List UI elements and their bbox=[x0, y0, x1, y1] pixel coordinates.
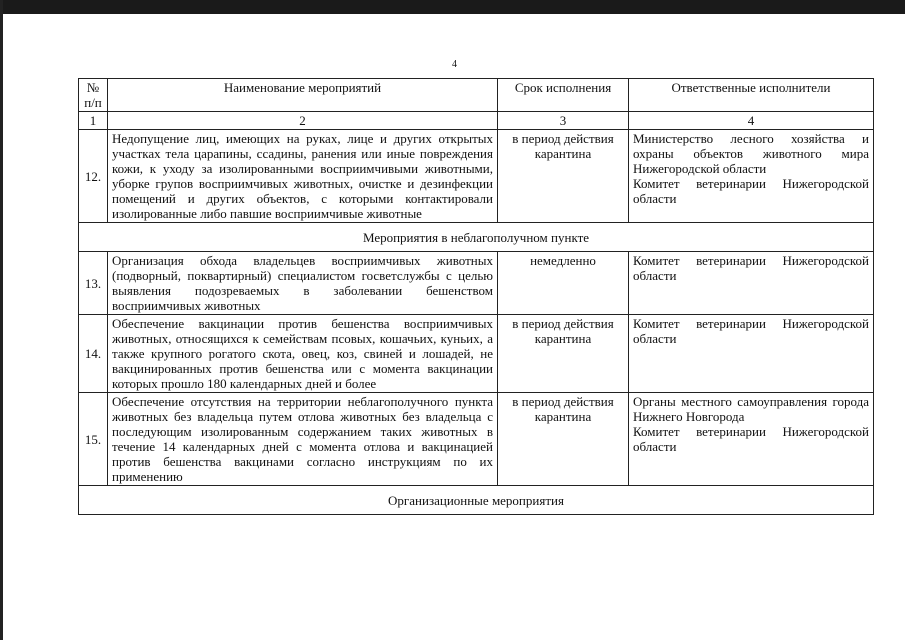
column-index-row bbox=[79, 112, 874, 130]
table-row bbox=[79, 252, 874, 315]
measure-term: немедленно bbox=[498, 252, 629, 315]
measure-term: в период действия карантина bbox=[498, 315, 629, 393]
measure-responsible bbox=[629, 252, 874, 315]
header-term: Срок исполнения bbox=[498, 79, 629, 112]
measure-name: Обеспечение отсутствия на территории неблагополучного пункта животных без владельца путем отлова животных без владельца с последующим изолированным содержанием таких животных в течение 14 календарных дней с момента отлова и вакцинацией против бешенства вакцинами согласно инструкциям по их применению bbox=[108, 393, 498, 486]
measure-name: Организация обхода владельцев восприимчивых животных (подворный, поквартирный) специалистом госветслужбы с целью выявления подозреваемых в заболевании бешенством восприимчивых животных bbox=[108, 252, 498, 315]
header-row bbox=[79, 79, 874, 112]
measures-table bbox=[78, 78, 874, 515]
measure-responsible bbox=[629, 130, 874, 223]
row-number: 14. bbox=[79, 315, 108, 393]
section-row bbox=[79, 223, 874, 252]
measure-responsible bbox=[629, 315, 874, 393]
page-number: 4 bbox=[452, 59, 457, 70]
column-index: 2 bbox=[108, 112, 498, 130]
row-number: 13. bbox=[79, 252, 108, 315]
table-row bbox=[79, 130, 874, 223]
measure-responsible bbox=[629, 393, 874, 486]
scan-top-border bbox=[0, 0, 905, 14]
header-name: Наименование мероприятий bbox=[108, 79, 498, 112]
column-index: 1 bbox=[79, 112, 108, 130]
responsible-entry: Комитет ветеринарии Нижегородской области bbox=[633, 424, 869, 454]
measure-name: Обеспечение вакцинации против бешенства восприимчивых животных, относящихся к семействам псовых, кошачьих, куньих, а также крупного рогатого скота, овец, коз, свиней и лошадей, не вакцинированных против бешенства или с момента вакцинации которых прошло 180 календарных дней и более bbox=[108, 315, 498, 393]
scan-left-border bbox=[0, 0, 3, 640]
header-resp: Ответственные исполнители bbox=[629, 79, 874, 112]
header-num: № п/п bbox=[79, 79, 108, 112]
responsible-entry: Министерство лесного хозяйства и охраны объектов животного мира Нижегородской области bbox=[633, 131, 869, 176]
responsible-entry: Комитет ветеринарии Нижегородской области bbox=[633, 316, 869, 346]
table-row bbox=[79, 393, 874, 486]
section-title: Организационные мероприятия bbox=[79, 486, 874, 515]
measure-term: в период действия карантина bbox=[498, 130, 629, 223]
section-title: Мероприятия в неблагополучном пункте bbox=[79, 223, 874, 252]
responsible-entry: Органы местного самоуправления города Нижнего Новгорода bbox=[633, 394, 869, 424]
row-number: 12. bbox=[79, 130, 108, 223]
section-row bbox=[79, 486, 874, 515]
responsible-entry: Комитет ветеринарии Нижегородской области bbox=[633, 176, 869, 206]
measure-term: в период действия карантина bbox=[498, 393, 629, 486]
column-index: 4 bbox=[629, 112, 874, 130]
measure-name: Недопущение лиц, имеющих на руках, лице и других открытых участках тела царапины, ссадины, ранения или иные повреждения кожи, к уходу за изолированными восприимчивыми животными, уборке групов восприимчивых животных, очистке и дезинфекции помещений и других объектов, с которыми контактировали изолированные либо павшие восприимчивые животные bbox=[108, 130, 498, 223]
responsible-entry: Комитет ветеринарии Нижегородской области bbox=[633, 253, 869, 283]
row-number: 15. bbox=[79, 393, 108, 486]
column-index: 3 bbox=[498, 112, 629, 130]
table-row bbox=[79, 315, 874, 393]
